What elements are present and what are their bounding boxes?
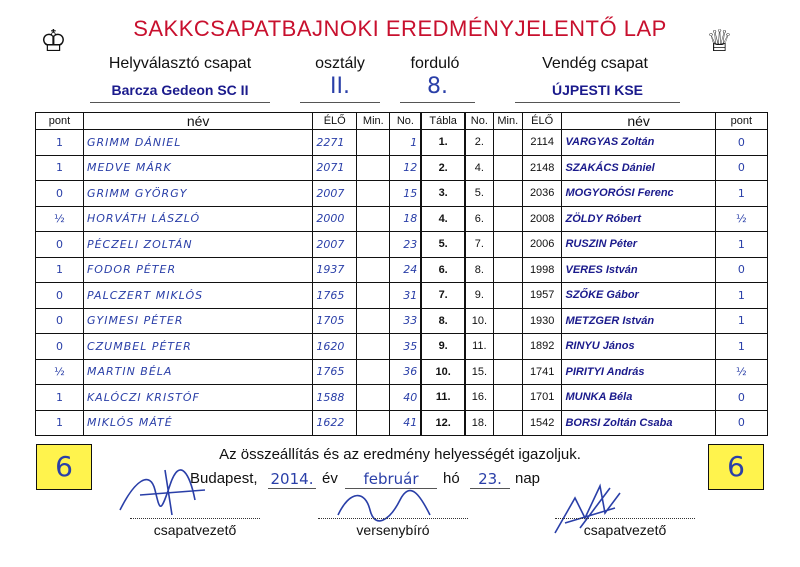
away-points: 1 — [715, 283, 767, 309]
away-player-elo: 1957 — [522, 283, 562, 309]
home-points: 1 — [36, 410, 84, 436]
away-player-elo: 2036 — [522, 181, 562, 207]
col-tabla: Tábla — [421, 113, 465, 130]
away-player-elo: 1542 — [522, 410, 562, 436]
away-player-name: VERES István — [562, 257, 715, 283]
away-player-elo: 1892 — [522, 334, 562, 360]
sig-label-left: csapatvezető — [153, 522, 237, 538]
away-total-box: 6 — [708, 444, 764, 490]
away-min — [493, 283, 522, 309]
home-team-name: Barcza Gedeon SC II — [90, 82, 270, 103]
home-min — [357, 155, 390, 181]
table-row — [36, 410, 768, 436]
home-player-name: FODOR PÉTER — [83, 257, 312, 283]
board-number: 12. — [421, 410, 465, 436]
table-row — [36, 181, 768, 207]
round-value: 8. — [400, 74, 475, 103]
table-row — [36, 232, 768, 258]
home-min — [357, 181, 390, 207]
sig-label-right: csapatvezető — [583, 522, 667, 538]
home-player-elo: 1765 — [313, 359, 357, 385]
table-row — [36, 130, 768, 156]
home-player-name: HORVÁTH LÁSZLÓ — [83, 206, 312, 232]
home-player-no: 35 — [390, 334, 421, 360]
board-number: 3. — [421, 181, 465, 207]
away-player-no: 2. — [465, 130, 493, 156]
board-number: 2. — [421, 155, 465, 181]
away-player-elo: 2114 — [522, 130, 562, 156]
signature-middle — [330, 485, 440, 525]
date-month: február — [345, 470, 437, 489]
away-player-name: RUSZIN Péter — [562, 232, 715, 258]
away-player-elo: 1741 — [522, 359, 562, 385]
home-player-elo: 1622 — [313, 410, 357, 436]
home-points: 0 — [36, 232, 84, 258]
home-points: 1 — [36, 130, 84, 156]
home-points: 1 — [36, 257, 84, 283]
away-player-elo: 2008 — [522, 206, 562, 232]
board-number: 1. — [421, 130, 465, 156]
sig-line-mid — [318, 518, 468, 519]
class-label: osztály — [315, 55, 365, 72]
away-points: 0 — [715, 257, 767, 283]
table-row — [36, 359, 768, 385]
home-player-no: 33 — [390, 308, 421, 334]
away-min — [493, 206, 522, 232]
sig-label-mid: versenybíró — [356, 522, 430, 538]
away-min — [493, 308, 522, 334]
home-player-name: PALCZERT MIKLÓS — [83, 283, 312, 309]
away-player-no: 5. — [465, 181, 493, 207]
home-points: 1 — [36, 155, 84, 181]
away-min — [493, 155, 522, 181]
signature-left — [110, 460, 230, 520]
away-team-name: ÚJPESTI KSE — [515, 82, 680, 103]
home-player-elo: 2271 — [313, 130, 357, 156]
table-row — [36, 385, 768, 411]
home-min — [357, 410, 390, 436]
away-player-no: 15. — [465, 359, 493, 385]
home-min — [357, 283, 390, 309]
home-points: ½ — [36, 359, 84, 385]
home-player-elo: 2007 — [313, 232, 357, 258]
away-player-no: 8. — [465, 257, 493, 283]
home-points: 0 — [36, 308, 84, 334]
date-place: Budapest, — [190, 470, 258, 487]
board-number: 7. — [421, 283, 465, 309]
date-year-label: év — [322, 470, 338, 487]
home-points: 0 — [36, 334, 84, 360]
away-player-no: 6. — [465, 206, 493, 232]
away-points: 1 — [715, 308, 767, 334]
home-min — [357, 232, 390, 258]
home-min — [357, 385, 390, 411]
away-min — [493, 385, 522, 411]
away-player-no: 18. — [465, 410, 493, 436]
board-number: 5. — [421, 232, 465, 258]
home-player-no: 15 — [390, 181, 421, 207]
table-row — [36, 155, 768, 181]
table-row — [36, 334, 768, 360]
home-player-no: 12 — [390, 155, 421, 181]
col-nev-left: név — [83, 113, 312, 130]
col-no-left: No. — [390, 113, 421, 130]
date-year: 2014. — [268, 470, 316, 489]
col-nev-right: név — [562, 113, 715, 130]
home-player-name: MIKLÓS MÁTÉ — [83, 410, 312, 436]
away-points: ½ — [715, 359, 767, 385]
away-points: 1 — [715, 334, 767, 360]
home-total-box: 6 — [36, 444, 92, 490]
table-row — [36, 206, 768, 232]
away-player-name: MUNKA Béla — [562, 385, 715, 411]
away-player-elo: 1701 — [522, 385, 562, 411]
away-points: 1 — [715, 181, 767, 207]
sig-line-right — [555, 518, 695, 519]
home-player-elo: 1705 — [313, 308, 357, 334]
home-player-name: GYIMESI PÉTER — [83, 308, 312, 334]
col-elo-left: ÉLŐ — [313, 113, 357, 130]
home-player-no: 31 — [390, 283, 421, 309]
away-player-elo: 1930 — [522, 308, 562, 334]
results-table — [35, 112, 768, 436]
board-number: 6. — [421, 257, 465, 283]
home-player-no: 1 — [390, 130, 421, 156]
away-player-elo: 2148 — [522, 155, 562, 181]
away-player-name: METZGER István — [562, 308, 715, 334]
queen-crown-icon: ♔ — [40, 24, 67, 59]
page-title: SAKKCSAPATBAJNOKI EREDMÉNYJELENTŐ LAP — [133, 16, 667, 41]
away-min — [493, 232, 522, 258]
board-number: 8. — [421, 308, 465, 334]
home-player-no: 36 — [390, 359, 421, 385]
home-points: 1 — [36, 385, 84, 411]
away-player-name: BORSI Zoltán Csaba — [562, 410, 715, 436]
away-player-no: 11. — [465, 334, 493, 360]
away-points: 0 — [715, 130, 767, 156]
col-no-right: No. — [465, 113, 493, 130]
home-player-name: MEDVE MÁRK — [83, 155, 312, 181]
home-points: 0 — [36, 181, 84, 207]
home-player-no: 24 — [390, 257, 421, 283]
home-min — [357, 130, 390, 156]
away-player-name: RINYU János — [562, 334, 715, 360]
away-player-name: ZÖLDY Róbert — [562, 206, 715, 232]
home-player-name: GRIMM DÁNIEL — [83, 130, 312, 156]
home-min — [357, 334, 390, 360]
away-min — [493, 257, 522, 283]
round-label: forduló — [410, 55, 460, 72]
table-row — [36, 283, 768, 309]
sig-line-left — [130, 518, 260, 519]
table-row — [36, 257, 768, 283]
home-player-elo: 1765 — [313, 283, 357, 309]
away-player-no: 16. — [465, 385, 493, 411]
away-points: 0 — [715, 385, 767, 411]
home-points: ½ — [36, 206, 84, 232]
col-min-right: Min. — [493, 113, 522, 130]
table-row — [36, 308, 768, 334]
away-player-no: 10. — [465, 308, 493, 334]
date-day-label: nap — [515, 470, 541, 487]
away-player-no: 9. — [465, 283, 493, 309]
away-min — [493, 359, 522, 385]
home-player-elo: 2007 — [313, 181, 357, 207]
home-player-elo: 2000 — [313, 206, 357, 232]
home-player-no: 18 — [390, 206, 421, 232]
class-value: II. — [300, 74, 380, 103]
home-player-elo: 1588 — [313, 385, 357, 411]
away-points: 0 — [715, 155, 767, 181]
board-number: 9. — [421, 334, 465, 360]
away-player-elo: 1998 — [522, 257, 562, 283]
home-player-no: 40 — [390, 385, 421, 411]
away-min — [493, 334, 522, 360]
home-player-elo: 1937 — [313, 257, 357, 283]
home-player-no: 41 — [390, 410, 421, 436]
col-pont-right: pont — [715, 113, 767, 130]
board-number: 4. — [421, 206, 465, 232]
away-points: 0 — [715, 410, 767, 436]
home-min — [357, 206, 390, 232]
board-number: 11. — [421, 385, 465, 411]
date-month-label: hó — [443, 470, 460, 487]
col-elo-right: ÉLŐ — [522, 113, 562, 130]
away-player-no: 7. — [465, 232, 493, 258]
queen-crown-icon: ♕ — [706, 24, 733, 59]
home-points: 0 — [36, 283, 84, 309]
away-points: 1 — [715, 232, 767, 258]
home-min — [357, 359, 390, 385]
col-pont-left: pont — [36, 113, 84, 130]
away-player-no: 4. — [465, 155, 493, 181]
away-points: ½ — [715, 206, 767, 232]
col-min-left: Min. — [357, 113, 390, 130]
home-player-elo: 1620 — [313, 334, 357, 360]
home-player-name: GRIMM GYÖRGY — [83, 181, 312, 207]
away-min — [493, 410, 522, 436]
home-player-elo: 2071 — [313, 155, 357, 181]
away-player-name: MOGYORÓSI Ferenc — [562, 181, 715, 207]
home-player-name: PÉCZELI ZOLTÁN — [83, 232, 312, 258]
away-player-name: SZŐKE Gábor — [562, 283, 715, 309]
home-player-name: MARTIN BÉLA — [83, 359, 312, 385]
away-player-elo: 2006 — [522, 232, 562, 258]
date-day: 23. — [470, 470, 510, 489]
away-player-name: SZAKÁCS Dániel — [562, 155, 715, 181]
home-team-label: Helyválasztó csapat — [108, 55, 252, 72]
home-player-no: 23 — [390, 232, 421, 258]
away-min — [493, 181, 522, 207]
away-min — [493, 130, 522, 156]
home-min — [357, 257, 390, 283]
away-player-name: PIRITYI András — [562, 359, 715, 385]
table-header — [36, 113, 768, 130]
certify-text: Az összeállítás és az eredmény helyességét igazoljuk. — [219, 446, 581, 463]
home-min — [357, 308, 390, 334]
home-player-name: KALÓCZI KRISTÓF — [83, 385, 312, 411]
away-player-name: VARGYAS Zoltán — [562, 130, 715, 156]
home-player-name: CZUMBEL PÉTER — [83, 334, 312, 360]
away-team-label: Vendég csapat — [542, 55, 648, 72]
board-number: 10. — [421, 359, 465, 385]
